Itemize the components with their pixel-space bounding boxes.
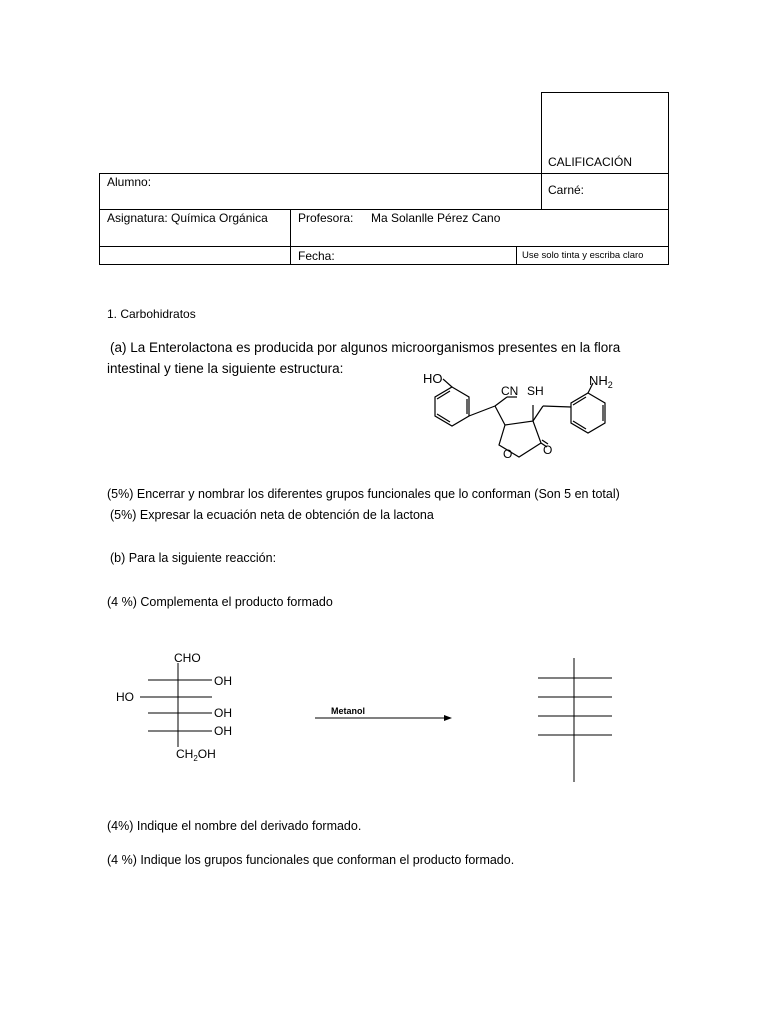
fischer-cho: CHO: [174, 651, 201, 665]
task-net-equation: (5%) Expresar la ecuación neta de obtención de la lactona: [110, 508, 434, 522]
note-divider: [516, 246, 517, 265]
fischer-oh-4: OH: [214, 724, 232, 738]
task-product-groups: (4 %) Indique los grupos funcionales que conforman el producto formado.: [107, 853, 515, 867]
hydroxyl-label: HO: [423, 371, 443, 386]
calificacion-label: CALIFICACIÓN: [548, 155, 633, 169]
reagent-label: Metanol: [331, 706, 366, 716]
asignatura-divider: [290, 209, 291, 265]
alumno-label: Alumno:: [107, 175, 152, 189]
product-skeleton: [530, 655, 620, 785]
amine-n: NH: [589, 373, 608, 388]
carbonyl-oxygen-label: O: [543, 443, 553, 457]
right-benzene-ring: [571, 393, 605, 433]
task-functional-groups: (5%) Encerrar y nombrar los diferentes grupos funcionales que lo conforman (Son 5 en total): [107, 487, 620, 501]
part-a-line1: (a) La Enterolactona es producida por algunos microorganismos presentes en la flora: [110, 340, 621, 355]
task-complete-product: (4 %) Complementa el producto formado: [107, 595, 333, 609]
amine-label: [589, 373, 613, 390]
fischer-oh-1: OH: [214, 674, 232, 688]
fischer-ho-2: HO: [116, 690, 134, 704]
amine-subscript: 2: [607, 380, 613, 390]
fischer-oh-3: OH: [214, 706, 232, 720]
fischer-projection: [110, 645, 260, 770]
fischer-ch2oh: [176, 747, 216, 763]
enterolactone-structure: [415, 365, 645, 470]
reaction-arrow: [312, 712, 457, 724]
part-a-line2: intestinal y tiene la siguiente estructura:: [107, 361, 344, 376]
profesora-name: Ma Solanlle Pérez Cano: [371, 211, 501, 225]
cyano-label: CN: [501, 384, 519, 398]
part-b-title: (b) Para la siguiente reacción:: [110, 551, 277, 565]
carne-label: Carné:: [548, 183, 585, 197]
ring-oxygen-label: O: [503, 447, 513, 461]
fischer-oh-terminal: OH: [197, 747, 216, 761]
task-derivative-name: (4%) Indique el nombre del derivado formado.: [107, 819, 362, 833]
profesora-label: Profesora:: [298, 211, 354, 225]
asignatura-label: Asignatura: Química Orgánica: [107, 211, 268, 225]
fecha-label: Fecha:: [298, 249, 335, 263]
ink-note: Use solo tinta y escriba claro: [522, 250, 644, 261]
thiol-label: SH: [527, 384, 544, 398]
fecha-row-divider: [99, 246, 669, 247]
section-title: 1. Carbohidratos: [107, 307, 196, 321]
left-benzene-ring: [435, 387, 469, 426]
fischer-ch: CH: [176, 747, 194, 761]
fischer-ch2-sub: 2: [193, 754, 198, 763]
